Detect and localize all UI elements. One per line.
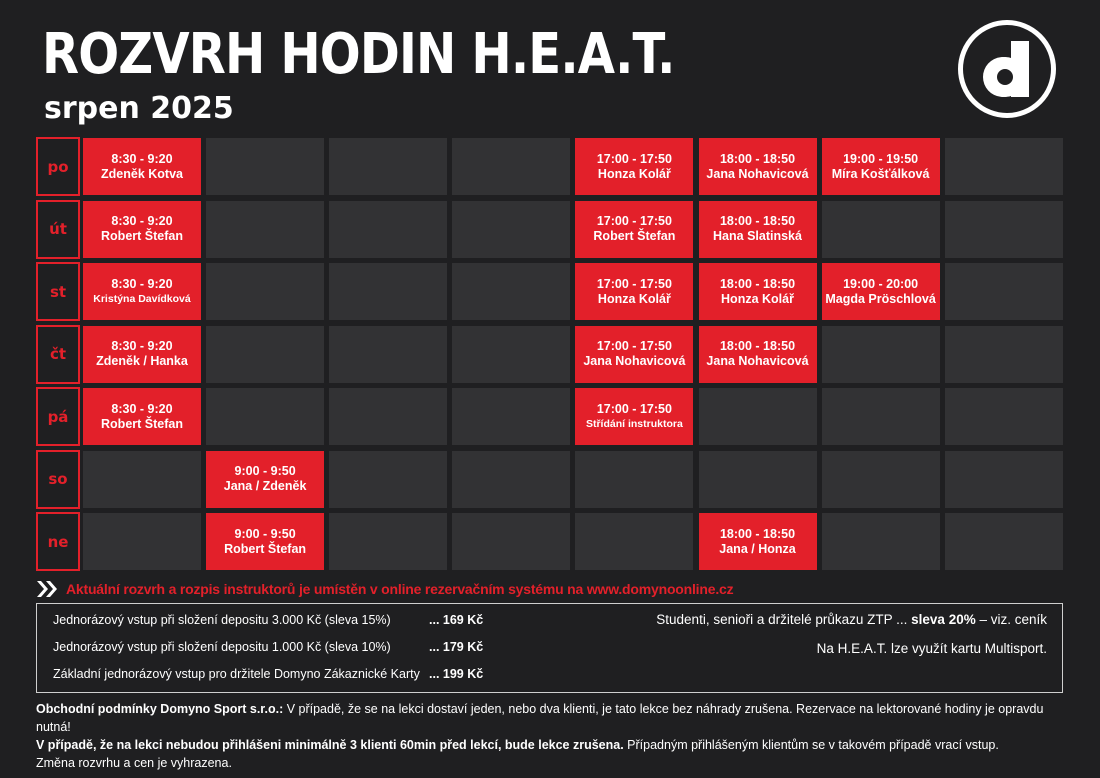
schedule-row xyxy=(36,325,1063,384)
class-instructor: Honza Kolář xyxy=(597,291,671,306)
class-instructor: Hana Slatinská xyxy=(713,229,802,243)
empty-slot xyxy=(329,201,447,258)
schedule-row xyxy=(36,262,1063,321)
class-instructor: Jana Nohavicová xyxy=(706,354,809,368)
class-instructor: Zdeněk / Hanka xyxy=(96,354,188,368)
empty-slot xyxy=(699,388,817,445)
empty-slot xyxy=(206,201,324,258)
price-value: ... 199 Kč xyxy=(429,667,484,681)
class-slot xyxy=(575,201,693,258)
empty-slot xyxy=(329,451,447,508)
class-instructor: Robert Štefan xyxy=(593,229,676,243)
schedule-row xyxy=(36,512,1063,571)
price-value: ... 169 Kč xyxy=(429,613,484,627)
empty-slot xyxy=(329,138,447,195)
class-slot xyxy=(83,263,201,320)
empty-slot xyxy=(945,451,1063,508)
empty-slot xyxy=(206,326,324,383)
domyno-d-logo-icon xyxy=(975,37,1039,101)
price-label: Jednorázový vstup při složení depositu 3.000 Kč (sleva 15%) xyxy=(53,613,391,627)
class-time: 9:00 - 9:50 xyxy=(234,526,296,541)
price-label: Základní jednorázový vstup pro držitele Domyno Zákaznické Karty xyxy=(53,667,420,681)
class-time: 18:00 - 18:50 xyxy=(719,214,796,228)
class-time: 17:00 - 17:50 xyxy=(596,339,672,353)
class-instructor: Jana Nohavicová xyxy=(583,354,686,368)
class-slot xyxy=(699,326,817,383)
day-label: so xyxy=(36,450,80,509)
terms-line2: Případným přihlášeným klientům se v takovém případě vrací vstup. xyxy=(623,738,999,752)
online-notice xyxy=(36,580,733,598)
day-label: po xyxy=(36,137,80,196)
class-slot xyxy=(699,263,817,320)
class-slot xyxy=(83,388,201,445)
empty-slot xyxy=(452,263,570,320)
empty-slot xyxy=(945,388,1063,445)
class-slot xyxy=(699,513,817,570)
class-slot xyxy=(699,201,817,258)
class-instructor: Jana Nohavicová xyxy=(706,166,809,181)
empty-slot xyxy=(452,451,570,508)
empty-slot xyxy=(822,451,940,508)
empty-slot xyxy=(329,388,447,445)
price-value: ... 179 Kč xyxy=(429,640,484,654)
class-slot xyxy=(822,138,940,195)
class-time: 8:30 - 9:20 xyxy=(111,151,173,166)
empty-slot xyxy=(575,451,693,508)
online-notice-text: Aktuální rozvrh a rozpis instruktorů je umístěn v online rezervačním systému na www.domynoonline.cz xyxy=(66,581,734,597)
class-instructor: Zdeněk Kotva xyxy=(101,166,183,181)
class-instructor: Kristýna Davídková xyxy=(93,292,191,305)
empty-slot xyxy=(329,263,447,320)
class-slot xyxy=(822,263,940,320)
class-instructor: Robert Štefan xyxy=(101,229,183,243)
day-label: ne xyxy=(36,512,80,571)
class-slot xyxy=(206,451,324,508)
empty-slot xyxy=(206,138,324,195)
class-slot xyxy=(83,138,201,195)
class-time: 19:00 - 20:00 xyxy=(843,276,919,291)
class-instructor: Jana / Zdeněk xyxy=(223,479,307,493)
class-time: 18:00 - 18:50 xyxy=(719,339,796,353)
terms-heading: Obchodní podmínky Domyno Sport s.r.o.: xyxy=(36,702,284,716)
double-chevron-right-icon xyxy=(36,580,58,598)
discount-suffix: – viz. ceník xyxy=(975,612,1047,627)
empty-slot xyxy=(822,326,940,383)
empty-slot xyxy=(452,388,570,445)
schedule-row xyxy=(36,387,1063,446)
class-instructor: Střídání instruktora xyxy=(585,417,683,430)
class-time: 17:00 - 17:50 xyxy=(596,401,672,416)
day-label: pá xyxy=(36,387,80,446)
class-time: 19:00 - 19:50 xyxy=(843,151,919,166)
class-slot xyxy=(83,326,201,383)
class-slot xyxy=(575,138,693,195)
multisport-info: Na H.E.A.T. lze využít kartu Multisport. xyxy=(816,641,1047,656)
terms-line2-bold: V případě, že na lekci nebudou přihlášeni minimálně 3 klienti 60min před lekcí, bude lekce zrušena. xyxy=(36,738,624,752)
class-slot xyxy=(575,326,693,383)
class-time: 18:00 - 18:50 xyxy=(719,276,796,291)
empty-slot xyxy=(452,201,570,258)
empty-slot xyxy=(945,138,1063,195)
empty-slot xyxy=(206,388,324,445)
class-instructor: Robert Štefan xyxy=(224,541,307,556)
empty-slot xyxy=(822,513,940,570)
price-row xyxy=(53,640,483,654)
class-slot xyxy=(699,138,817,195)
day-label: čt xyxy=(36,325,80,384)
day-label: út xyxy=(36,200,80,259)
price-label: Jednorázový vstup při složení depositu 1.000 Kč (sleva 10%) xyxy=(53,640,391,654)
empty-slot xyxy=(945,201,1063,258)
class-time: 18:00 - 18:50 xyxy=(719,526,796,541)
class-instructor: Honza Kolář xyxy=(597,166,671,181)
domyno-logo xyxy=(958,20,1056,118)
empty-slot xyxy=(206,263,324,320)
schedule-row xyxy=(36,450,1063,509)
day-label: st xyxy=(36,262,80,321)
empty-slot xyxy=(452,326,570,383)
empty-slot xyxy=(945,513,1063,570)
empty-slot xyxy=(452,513,570,570)
price-box xyxy=(36,603,1063,693)
discount-prefix: Studenti, senioři a držitelé průkazu ZTP ... xyxy=(656,612,912,627)
class-time: 17:00 - 17:50 xyxy=(596,151,672,166)
class-instructor: Robert Štefan xyxy=(101,416,183,431)
price-row xyxy=(53,667,483,681)
terms-line1: V případě, že se na lekci dostaví jeden, nebo dva klienti, je tato lekce bez náhrady zrušena. Rezervace na lektorované hodiny je opravdu nutná! xyxy=(36,702,1044,734)
class-slot xyxy=(575,388,693,445)
empty-slot xyxy=(822,388,940,445)
class-slot xyxy=(575,263,693,320)
discount-bold: sleva 20% xyxy=(911,612,976,627)
class-time: 8:30 - 9:20 xyxy=(111,276,173,291)
class-instructor: Honza Kolář xyxy=(721,291,794,306)
class-time: 18:00 - 18:50 xyxy=(719,151,796,166)
discount-info xyxy=(656,612,1047,627)
empty-slot xyxy=(452,138,570,195)
class-time: 8:30 - 9:20 xyxy=(111,214,173,228)
page-subtitle: srpen 2025 xyxy=(44,91,234,126)
class-time: 9:00 - 9:50 xyxy=(234,464,296,478)
price-row xyxy=(53,613,483,627)
schedule-row xyxy=(36,200,1063,259)
empty-slot xyxy=(945,326,1063,383)
empty-slot xyxy=(822,201,940,258)
empty-slot xyxy=(699,451,817,508)
terms-line3: Změna rozvrhu a cen je vyhrazena. xyxy=(36,756,232,770)
class-time: 17:00 - 17:50 xyxy=(596,214,672,228)
class-time: 8:30 - 9:20 xyxy=(111,339,173,353)
empty-slot xyxy=(329,513,447,570)
class-instructor: Míra Košťálková xyxy=(831,166,930,181)
empty-slot xyxy=(83,513,201,570)
class-instructor: Magda Pröschlová xyxy=(825,291,936,306)
empty-slot xyxy=(329,326,447,383)
terms-and-conditions xyxy=(36,700,1066,772)
class-slot xyxy=(206,513,324,570)
page-title: ROZVRH HODIN H.E.A.T. xyxy=(42,22,675,87)
empty-slot xyxy=(83,451,201,508)
class-instructor: Jana / Honza xyxy=(719,541,796,556)
empty-slot xyxy=(575,513,693,570)
class-time: 8:30 - 9:20 xyxy=(111,401,173,416)
class-time: 17:00 - 17:50 xyxy=(596,276,672,291)
schedule-row xyxy=(36,137,1063,196)
class-slot xyxy=(83,201,201,258)
empty-slot xyxy=(945,263,1063,320)
